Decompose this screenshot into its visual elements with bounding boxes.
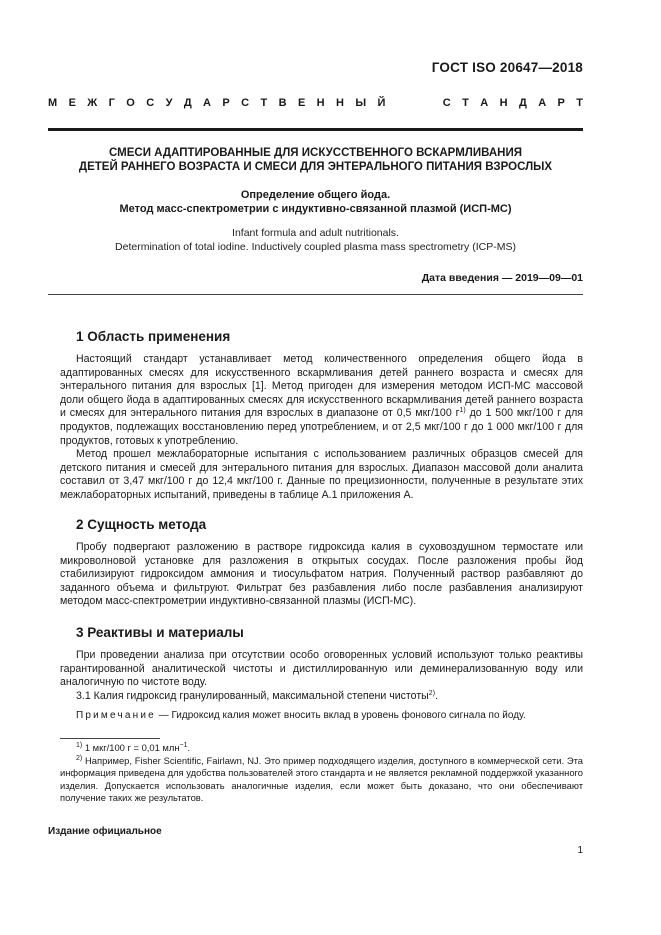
interstate-letter: Е (297, 97, 306, 109)
interstate-letter: Т (462, 97, 469, 109)
official-edition-label: Издание официальное (48, 826, 162, 837)
introduction-date: Дата введения — 2019—09—01 (421, 272, 583, 284)
section-3-heading: 3 Реактивы и материалы (76, 625, 244, 640)
english-title (48, 226, 583, 254)
interstate-letter: О (126, 97, 135, 109)
title-line-1: СМЕСИ АДАПТИРОВАННЫЕ ДЛЯ ИСКУССТВЕННОГО ВСКАРМЛИВАНИЯ (109, 147, 522, 159)
header-rule (48, 128, 583, 131)
interstate-word-1 (48, 97, 385, 109)
section-2-paragraph-1: Пробу подвергают разложению в растворе гидроксида калия в суховоздушном термостате или микроволновой установке для разложения в открытых сосудах. После разложения пробы йод стабилизируют гидроксидом аммония и тиосульфатом натрия. Полученный раствор разбавляют до заданного объема и фильтруют. Фильтрат без разбавления либо после разбавления анализируют методом масс-спектрометрии индуктивно-связанной плазмы (ИСП-МС). (60, 541, 583, 608)
interstate-letter: Д (518, 97, 527, 109)
footnote-1: $^{1)}$ 1 мкг/100 г = 0,01 млн$^{-1}$. (76, 742, 191, 753)
section-2-body (60, 541, 583, 609)
interstate-letter: У (165, 97, 173, 109)
interstate-letter: А (538, 97, 547, 109)
interstate-word-2 (443, 97, 583, 109)
subtitle-line-1: Определение общего йода. (240, 189, 391, 201)
date-rule (48, 294, 583, 295)
interstate-letter: Й (377, 97, 386, 109)
interstate-letter: Г (108, 97, 115, 109)
note-text: — Гидроксид калия может вносить вклад в уровень фонового сигнала по йоду. (155, 710, 526, 721)
interstate-letter: В (278, 97, 287, 109)
note-label: Примечание (76, 710, 156, 721)
interstate-letter: Н (499, 97, 508, 109)
standard-number: ГОСТ ISO 20647—2018 (431, 60, 583, 75)
page-number: 1 (577, 845, 583, 856)
interstate-letter: Д (183, 97, 192, 109)
document-title (48, 146, 583, 174)
interstate-letter: С (442, 97, 451, 109)
footnote-rule (60, 738, 160, 739)
footnote-ref-2: 2) (428, 689, 436, 697)
interstate-letter: Т (576, 97, 583, 109)
interstate-letter: Р (557, 97, 565, 109)
interstate-letter: С (241, 97, 250, 109)
section-1-paragraph-2: Метод прошел межлабораторные испытания с использованием различных образцов смесей для детского питания и смесей для энтерального питания для взрослых. Диапазон массовой доли аналита составил от 3,47 мкг/100 г до 12,4 мкг/100 г. Данные по прецизионности, полученные в результате этих межлабораторных испытаний, приведены в таблице А.1 приложения А. (60, 448, 583, 501)
footnote-ref-1: 1) (459, 407, 466, 415)
interstate-letter: А (203, 97, 211, 109)
subtitle-line-2: Метод масс-спектрометрии с индуктивно-связанной плазмой (ИСП-МС) (119, 203, 512, 215)
section-2-heading: 2 Сущность метода (76, 517, 207, 532)
section-1-paragraph-1: Настоящий стандарт устанавливает метод количественного определения общего йода в адаптированных смесях для искусственного вскармливания детей раннего возраста и смесях для энтерального питания для взрослых [1]. Метод пригоден для измерения методом ИСП-МС массовой доли общего йода в адаптированных смесях для искусственного вскармливания детей раннего возраста и смесях для энтерального питания для взрослых в диапазоне от 0,5 мкг/100 $г^{1)}$ до 1 500 мкг/100 г для продуктов, подлежащих восстановлению перед употреблением, и от 2,5 мкг/100 г до 1 000 мкг/100 г для продуктов, готовых к употреблению. (60, 353, 583, 447)
interstate-letter: Н (336, 97, 344, 109)
interstate-letter: Н (316, 97, 325, 109)
interstate-letter: Ы (355, 97, 367, 109)
interstate-letter: М (48, 97, 58, 109)
footnotes (60, 742, 583, 805)
title-line-2: ДЕТЕЙ РАННЕГО ВОЗРАСТА И СМЕСИ ДЛЯ ЭНТЕРАЛЬНОГО ПИТАНИЯ ВЗРОСЛЫХ (78, 161, 553, 173)
section-3-item-3-1: 3.1 Калия гидроксид гранулированный, максимальной степени чистоты$^{2)}$. (76, 689, 438, 702)
section-1-body (60, 353, 583, 503)
interstate-letter: Ж (87, 97, 98, 109)
section-1-heading: 1 Область применения (76, 329, 231, 344)
note (76, 709, 583, 722)
interstate-letter: Т (260, 97, 268, 109)
interstate-letter: Р (222, 97, 230, 109)
interstate-letter: А (480, 97, 489, 109)
english-line-1: Infant formula and adult nutritionals. (232, 227, 399, 239)
footnote-2: $^{2)}$ Например, Fisher Scientific, Fairlawn, NJ. Это пример подходящего изделия, доступного в коммерческой сети. Эта информация приведена для удобства пользователей этого стандарта и не является рекламной поддержкой указанного изделия. Допускается использовать аналогичные изделия, если может быть доказано, что они обеспечивают получение таких же результатов. (60, 754, 583, 804)
section-3-body (60, 649, 583, 703)
interstate-standard-banner (48, 97, 583, 109)
section-3-paragraph-1: При проведении анализа при отсутствии особо оговоренных условий используют только реактивы гарантированной аналитической чистоты и дистиллированную или деминерализованную воду или аналогичную по чистоте воду. (60, 649, 583, 689)
document-subtitle (48, 188, 583, 216)
interstate-letter: С (146, 97, 155, 109)
english-line-2: Determination of total iodine. Inductively coupled plasma mass spectrometry (ICP-MS) (115, 241, 516, 253)
interstate-letter: Е (68, 97, 76, 109)
